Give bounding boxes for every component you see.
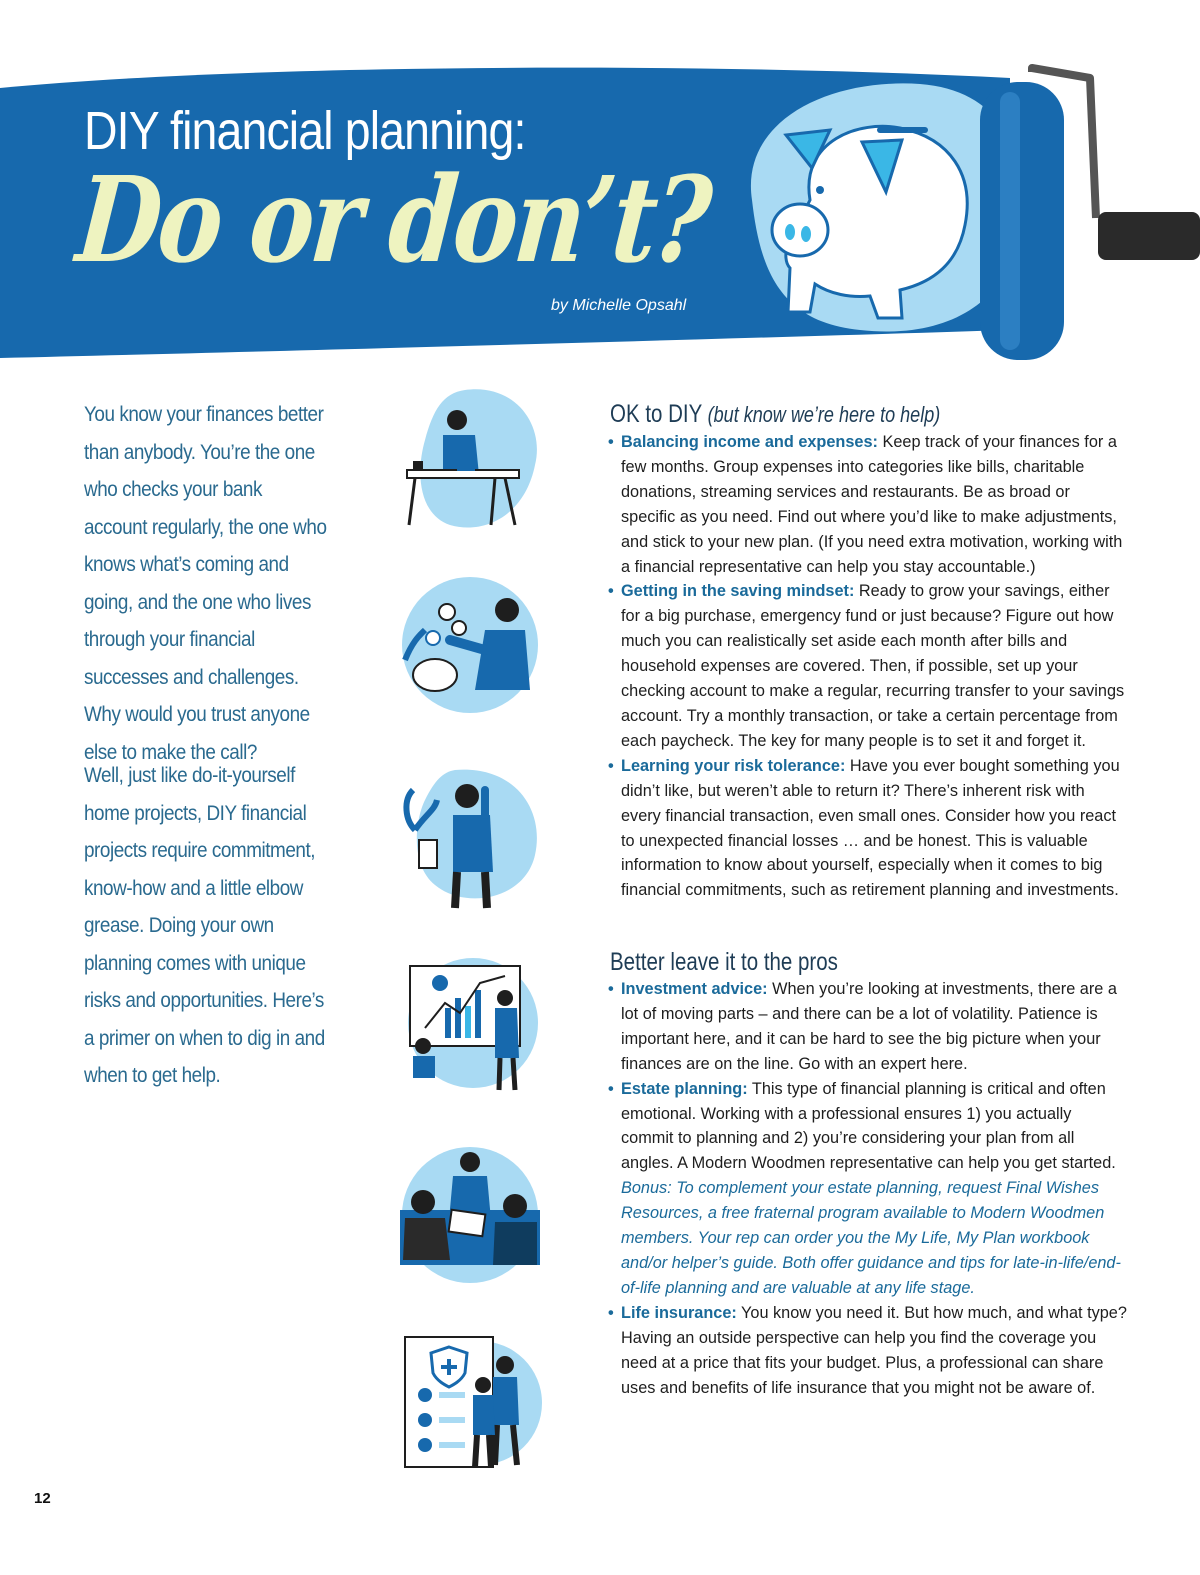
list-item [608, 977, 1128, 1077]
list-item-text: You know you need it. But how much, and what type? Having an outside perspective can help you find the coverage you need at a price that fits your budget. Plus, a professional can share uses and benefits of life insurance that you might not be aware of. [621, 1303, 1127, 1397]
list-item [608, 579, 1128, 753]
section-heading-text: OK to DIY [610, 400, 702, 428]
person-at-desk-on-phone-icon [395, 385, 545, 535]
list-item-lead: Investment advice: [621, 980, 768, 998]
person-with-piggy-bank-icon [395, 570, 545, 720]
list-item-text: Have you ever bought something you didn’t like, but weren’t able to return it? There’s inherent risk with every financial transaction, even small ones. Consider how you react to unexpected financial losses … and be honest. This is valuable information to know about yourself, especially when it comes to big financial commitments, such as retirement planning and investments. [621, 756, 1120, 900]
family-insurance-icon [395, 1325, 545, 1475]
list-item-lead: Estate planning: [621, 1079, 748, 1098]
list-item-lead: Balancing income and expenses: [621, 433, 878, 451]
list-item-lead: Learning your risk tolerance: [621, 756, 846, 775]
section-subheading: (but know we’re here to help) [707, 402, 941, 427]
meeting-with-advisor-icon [395, 1140, 545, 1290]
title-line-1: DIY financial planning: [84, 101, 526, 161]
intro-paragraph-1: You know your finances better than anybody. You’re the one who checks your bank account regularly, the one who knows what’s coming and going, and the one who lives through your financial successes and challenges. Why would you trust anyone else to make the call? [84, 403, 327, 764]
list-item-lead: Life insurance: [621, 1303, 737, 1322]
pros-list [608, 977, 1128, 1400]
section-heading-ok-to-diy [610, 400, 940, 429]
presentation-chart-icon [395, 948, 545, 1098]
list-item [608, 754, 1128, 903]
diy-list [608, 430, 1128, 903]
list-item-text: This type of financial planning is critical and often emotional. Working with a professional ensures 1) you actually commit to planning and 2) you’re considering your plan from all angles. A Modern Woodmen representative can help you get started. [621, 1079, 1116, 1173]
list-item-text: When you’re looking at investments, there are a lot of moving parts – and there can be a lot of volatility. Patience is important here, and it can be hard to see the big picture when your finances are on the line. Go with an expert here. [621, 980, 1117, 1073]
list-item-text: Keep track of your finances for a few months. Group expenses into categories like bills, charitable donations, streaming services and restaurants. Be as broad or specific as you need. Find out where you’d like to make adjustments, and stick to your new plan. (If you need extra motivation, working with a financial representative can help you stay accountable.) [621, 433, 1123, 576]
intro-paragraph-2: Well, just like do-it-yourself home projects, DIY financial projects require commitment, know-how and a little elbow grease. Doing your own planning comes with unique risks and opportunities. Here’s a primer on when to dig in and when to get help. [84, 764, 325, 1087]
section-heading-leave-to-pros: Better leave it to the pros [610, 948, 838, 976]
title-line-2: Do or don’t? [72, 150, 714, 289]
stressed-person-icon [395, 760, 545, 910]
list-item-text: Ready to grow your savings, either for a big purchase, emergency fund or just because? Figure out how much you can realistically set aside each month after bills and household expenses are covered. Then, if possible, set up your checking account to make a regular, recurring transfer to your savings account. Try a monthly transaction, or take a certain percentage from each paycheck. The key for many people is to set it and forget it. [621, 582, 1125, 750]
list-item [608, 1301, 1128, 1401]
list-item-lead: Getting in the saving mindset: [621, 582, 855, 601]
byline: by Michelle Opsahl [551, 297, 687, 314]
page-number: 12 [34, 1490, 51, 1507]
header-banner [0, 0, 1200, 380]
bonus-note: Bonus: To complement your estate planning, request Final Wishes Resources, a free fraternal program available to Modern Woodmen members. Your rep can order you the My Life, My Plan workbook and/or helper’s guide. Both offer guidance and tips for late-in-life/end-of-life planning and are valuable at any life stage. [621, 1179, 1121, 1297]
list-item [608, 430, 1128, 579]
list-item [608, 1077, 1128, 1301]
